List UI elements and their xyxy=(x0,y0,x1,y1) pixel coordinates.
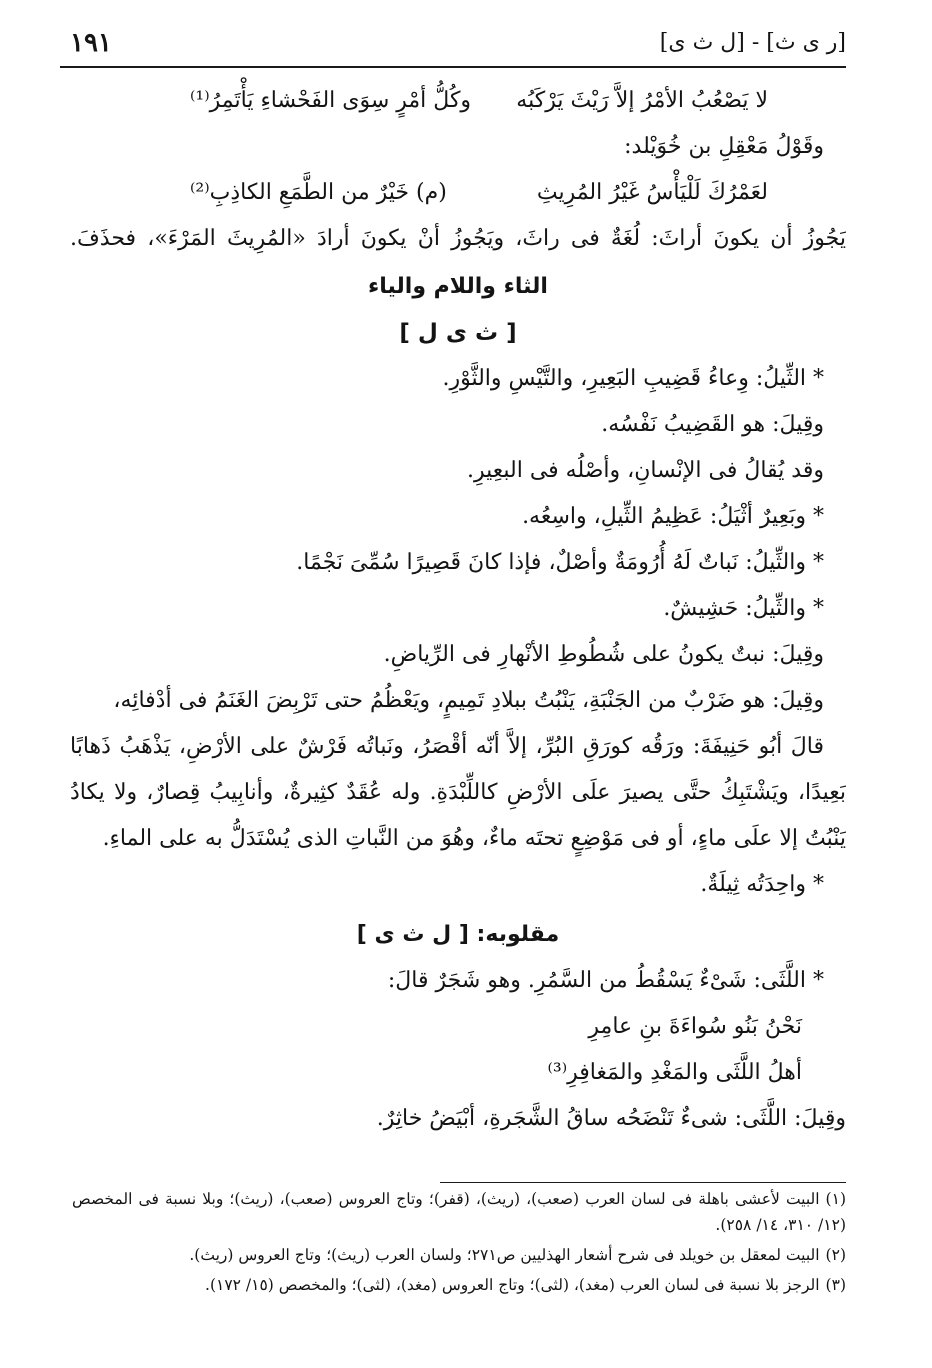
entry-line: وقِيلَ: نبتٌ يكونُ على شُطُوطِ الأنْهارِ فى الرِّياضِ. xyxy=(383,642,824,667)
footnote xyxy=(72,1272,846,1298)
entry-line: * والثِّيلُ: نَباتٌ لَهُ أُرُومَةٌ وأصْلٌ، فإذا كانَ قَصِيرًا سُمِّىَ نَجْمًا. xyxy=(296,550,824,575)
footnotes xyxy=(72,1186,846,1302)
root-heading: [ ث ى ل ] xyxy=(399,320,517,346)
verse-2 xyxy=(70,170,846,216)
entry-line: * وبَعِيرٌ أثْيَلُ: عَظِيمُ الثِّيلِ، واسِعُه. xyxy=(522,504,824,529)
entry-line: قالَ أبُو حَنِيفَةَ: ورَقُه كورَقِ البُرِّ، إلاَّ أنّه أقْصَرُ، ونَباتُه فَرْشٌ على الأرْضِ، يَذْهَبُ ذَهابًا xyxy=(70,734,824,759)
section-title: الثاء واللام والياء xyxy=(368,274,548,299)
footnote xyxy=(72,1186,846,1238)
running-head: [ر ى ث] - [ل ث ى] xyxy=(659,30,846,55)
verse-2-hemistich-a: لعَمْرُكَ لَلْيَأْسُ غَيْرُ المُرِيثِ xyxy=(536,180,768,205)
header-rule xyxy=(60,66,846,68)
verse-2-intro: وقَوْلُ مَعْقِلِ بن خُوَيْلد: xyxy=(624,134,824,159)
footnote-text: البيت لأعشى باهلة فى لسان العرب (صعب)، (ريث)، (قفر)؛ وتاج العروس (صعب)، (ريث)؛ وبلا نسبة فى المخصص (١٢/ ٣١٠، ١٤/ ٢٥٨). xyxy=(72,1190,846,1234)
footnote xyxy=(72,1242,846,1268)
entry-line: بَعِيدًا، ويَشْتَبِكُ حتَّى يصيرَ علَى الأرْضِ كاللِّبْدَةِ. وله عُقَدٌ كثِيرةٌ، وأنابِيبُ قِصارٌ، ولا يكادُ xyxy=(70,780,846,805)
root-heading-inverted: مقلوبه: [ ل ث ى ] xyxy=(356,922,560,947)
page-number: ١٩١ xyxy=(70,28,112,58)
verse-1-hemistich-a: لا يَصْعُبُ الأمْرُ إلاَّ رَيْثَ يَرْكَبُه xyxy=(516,88,768,113)
entry-line: * الثِّيلُ: وِعاءُ قَضِيبِ البَعِيرِ، والتَّيْسِ والثَّوْرِ. xyxy=(442,366,824,391)
main-text xyxy=(70,78,846,1142)
entry-line: * واحِدَتُه ثِيلَةٌ. xyxy=(700,872,824,897)
entry-line: وقِيلَ: اللَّثَى: شىءٌ تَنْضَحُه ساقُ الشَّجَرةِ، أبْيَضُ خاثِرٌ. xyxy=(376,1106,846,1131)
verse-2-hemistich-b: (م) خَيْرٌ من الطَّمَعِ الكاذِبِ⁽²⁾ xyxy=(190,180,447,205)
entry-line: * اللَّثَى: شَىْءٌ يَسْقُطُ من السَّمُرِ. وهو شَجَرٌ قالَ: xyxy=(387,968,824,993)
verse-1-hemistich-b: وكُلُّ أمْرٍ سِوَى الفَحْشاءِ يَأْتَمِرُ⁽¹⁾ xyxy=(190,88,472,113)
entry-line: * والثِّيلُ: حَشِيشٌ. xyxy=(663,596,824,621)
entry-line: وقد يُقالُ فى الإنْسانِ، وأصْلُه فى البعِيرِ. xyxy=(467,458,824,483)
rajaz-line: نَحْنُ بَنُو سُواءَةَ بنِ عامِرِ xyxy=(588,1014,802,1039)
footnote-text: الرجز بلا نسبة فى لسان العرب (مغد)، (لثى)؛ وتاج العروس (مغد)، (لثى)؛ والمخصص (١٥/ ١٧٢). xyxy=(205,1276,820,1294)
paragraph: يَجُوزُ أن يكونَ أراثَ: لُغَةٌ فى راثَ، ويَجُوزُ أنْ يكونَ أرادَ «المُرِيثَ المَرْءَ»، فحذَفَ. xyxy=(70,226,846,251)
footnote-number: (٢) xyxy=(825,1246,846,1264)
footnote-rule xyxy=(440,1182,846,1183)
entry-line: وقِيلَ: هو ضَرْبٌ من الجَنْبَةِ، يَنْبُتُ ببلادِ تَمِيمٍ، ويَعْظُمُ حتى تَرْبِضَ الغَنَمُ فى أدْفائِه، xyxy=(113,688,824,713)
footnote-number: (١) xyxy=(825,1190,846,1208)
footnote-text: البيت لمعقل بن خويلد فى شرح أشعار الهذليين ص٢٧١؛ ولسان العرب (ريث)؛ وتاج العروس (ريث). xyxy=(189,1246,820,1264)
entry-line: وقِيلَ: هو القَضِيبُ نَفْسُه. xyxy=(601,412,824,437)
verse-1 xyxy=(70,78,846,124)
rajaz-line: أهلُ اللَّثَى والمَغْدِ والمَغافِرِ⁽³⁾ xyxy=(547,1060,802,1085)
footnote-number: (٣) xyxy=(825,1276,846,1294)
page-header xyxy=(60,28,846,62)
entry-line: يَنْبُتُ إلا علَى ماءٍ، أو فى مَوْضِعٍ تحتَه ماءٌ، وهُوَ من النَّباتِ الذى يُسْتَدَلُّ به على الماءِ. xyxy=(102,826,846,851)
